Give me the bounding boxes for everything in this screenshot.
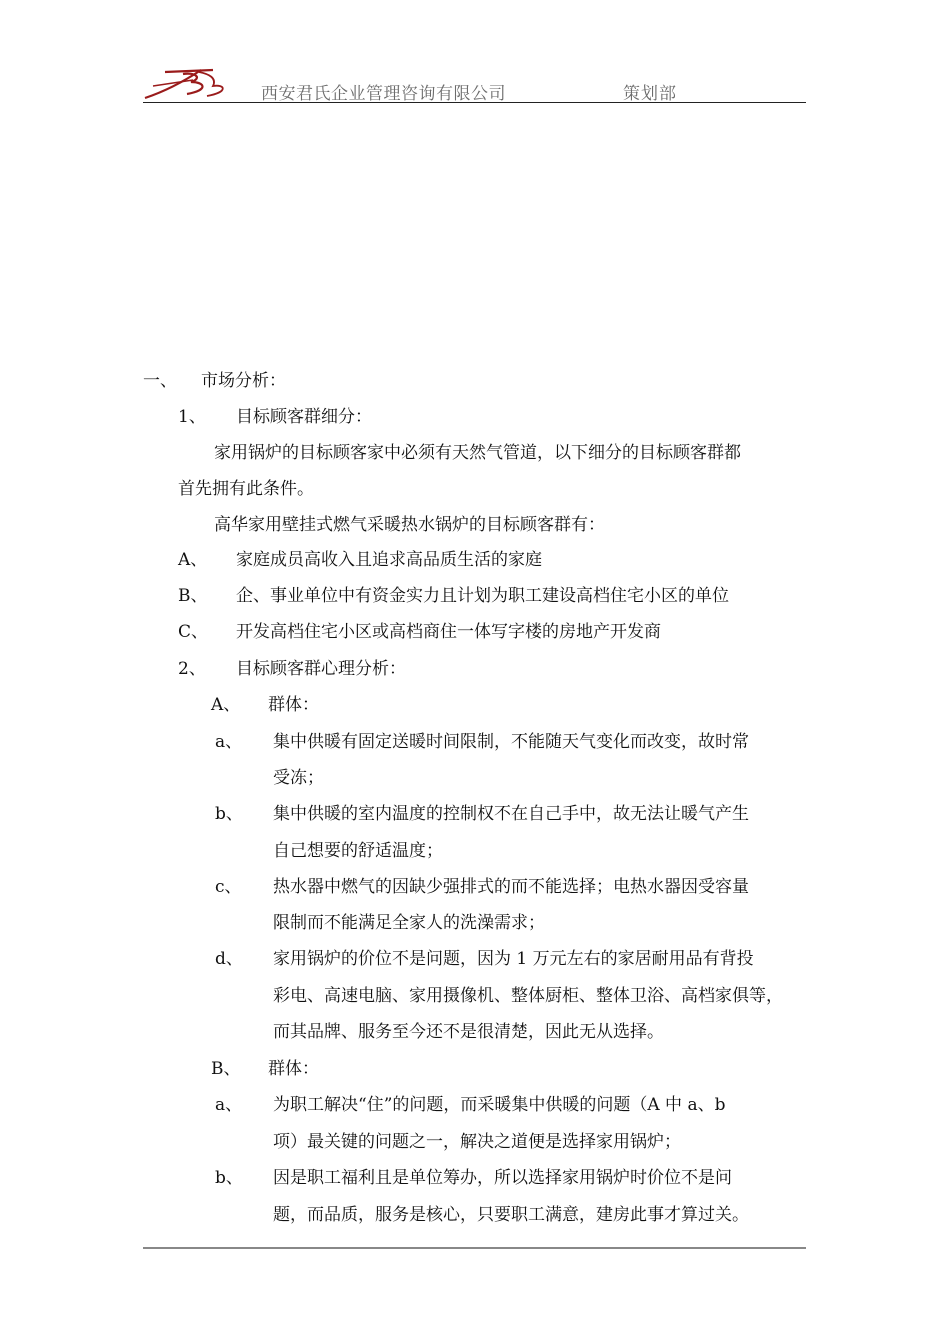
point-marker: b、 xyxy=(215,804,243,824)
company-logo xyxy=(143,64,233,100)
point-line: 集中供暖有固定送暖时间限制，不能随天气变化而改变，故时常 xyxy=(273,732,749,752)
group-title: 群体： xyxy=(268,1059,319,1079)
item-title: 目标顾客群细分： xyxy=(236,407,372,427)
group-marker: A、 xyxy=(211,695,241,715)
section-marker: 一、 xyxy=(143,371,177,391)
point-line: 热水器中燃气的因缺少强排式的而不能选择；电热水器因受容量 xyxy=(273,877,749,897)
point-line: 受冻； xyxy=(273,768,324,788)
section-title: 市场分析： xyxy=(201,371,286,391)
page-header xyxy=(143,62,806,103)
item-marker: 1、 xyxy=(178,407,206,427)
point-line: 题，而品质，服务是核心，只要职工满意，建房此事才算过关。 xyxy=(273,1205,749,1225)
point-line: 项）最关键的问题之一，解决之道便是选择家用锅炉； xyxy=(273,1132,681,1152)
point-marker: d、 xyxy=(215,949,243,969)
point-marker: a、 xyxy=(215,732,243,752)
company-name: 西安君氏企业管理咨询有限公司 xyxy=(261,84,506,104)
point-line: 限制而不能满足全家人的洗澡需求； xyxy=(273,913,545,933)
list-item: 家庭成员高收入且追求高品质生活的家庭 xyxy=(236,550,542,570)
point-line: 彩电、高速电脑、家用摄像机、整体厨柜、整体卫浴、高档家俱等， xyxy=(273,986,783,1006)
item-title: 目标顾客群心理分析： xyxy=(236,659,406,679)
list-marker: C、 xyxy=(178,622,209,642)
point-marker: b、 xyxy=(215,1168,243,1188)
point-line: 自己想要的舒适温度； xyxy=(273,841,443,861)
point-marker: a、 xyxy=(215,1095,243,1115)
point-line: 为职工解决“住”的问题，而采暖集中供暖的问题（A 中 a、b xyxy=(273,1095,726,1115)
paragraph-line: 首先拥有此条件。 xyxy=(178,479,314,499)
list-item: 开发高档住宅小区或高档商住一体写字楼的房地产开发商 xyxy=(236,622,661,642)
department-name: 策划部 xyxy=(623,84,677,104)
paragraph-line: 高华家用壁挂式燃气采暖热水锅炉的目标顾客群有： xyxy=(214,515,605,535)
list-marker: A、 xyxy=(178,550,208,570)
footer-divider xyxy=(143,1247,806,1249)
item-marker: 2、 xyxy=(178,659,206,679)
point-marker: c、 xyxy=(215,877,242,897)
point-line: 集中供暖的室内温度的控制权不在自己手中，故无法让暖气产生 xyxy=(273,804,749,824)
point-line: 因是职工福利且是单位筹办，所以选择家用锅炉时价位不是问 xyxy=(273,1168,732,1188)
list-marker: B、 xyxy=(178,586,208,606)
point-line: 家用锅炉的价位不是问题，因为 1 万元左右的家居耐用品有背投 xyxy=(273,949,754,969)
point-line: 而其品牌、服务至今还不是很清楚，因此无从选择。 xyxy=(273,1022,664,1042)
list-item: 企、事业单位中有资金实力且计划为职工建设高档住宅小区的单位 xyxy=(236,586,729,606)
group-title: 群体： xyxy=(268,695,319,715)
paragraph-line: 家用锅炉的目标顾客家中必须有天然气管道，以下细分的目标顾客群都 xyxy=(214,443,741,463)
group-marker: B、 xyxy=(211,1059,241,1079)
